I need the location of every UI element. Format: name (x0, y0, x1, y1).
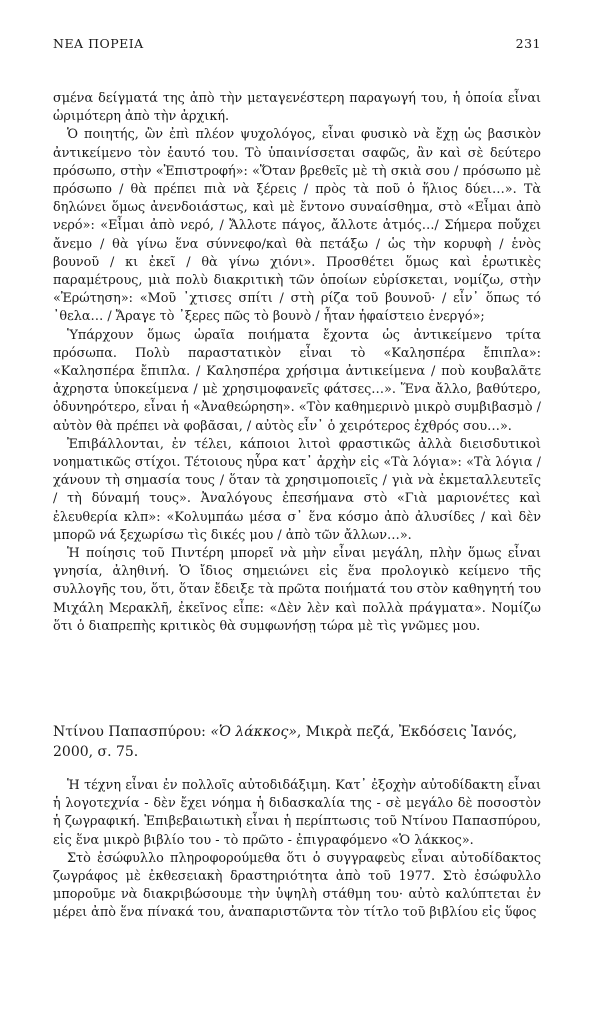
paragraph: Ὁ ποιητής, ὢν ἐπὶ πλέον ψυχολόγος, εἶναι φυσικὸ νὰ ἔχῃ ὡς βασικὸν ἀντικείμενο τὸν ἑαυτό του. Τὸ ὑπαινίσσεται σαφῶς, ἂν καὶ σὲ δεύτερο πρόσωπο, στὴν «Ἐπιστροφή»: «Ὅταν βρεθεῖς μὲ τὴ σκιὰ σου / πρόσωπο μὲ πρόσωπο / θὰ πρέπει πιὰ νὰ ξέρεις / πρὸς τὰ ποῦ ὁ ἥλιος δύει…». Τὰ δηλώνει ὅμως ἀνενδοιάστως, καὶ μὲ ἔντονο συναίσθημα, στὸ «Εἶμαι ἀπὸ νερό»: «Εἶμαι ἀπὸ νερό, / Ἄλλοτε πάγος, ἄλλοτε ἀτμός…/ Σήμερα ποὔχει ἄνεμο / θὰ γίνω ἕνα σύννεφο/καὶ θὰ πετάξω / ὡς τὴν κορυφὴ / ἑνὸς βουνοῦ / κι ἐκεῖ / θὰ γίνω χιόνι». Προσθέτει ὅμως καὶ ἐρωτικὲς παραμέτρους, μιὰ πολὺ διακριτικὴ τῶν ὁποίων εὑρίσκεται, νομίζω, στὴν «Ἐρώτηση»: «Μοῦ ᾽χτισες σπίτι / στὴ ρίζα τοῦ βουνοῦ· / εἶν᾽ ὅπως τό ᾽θελα… / Ἄραγε τὸ ᾽ξερες πῶς τὸ βουνὸ / ἦταν ἡφαίστειο ἐνεργό»; (53, 127, 541, 325)
paragraph: Ἡ ποίησις τοῦ Πιντέρη μπορεῖ νὰ μὴν εἶναι μεγάλη, πλὴν ὅμως εἶναι γνησία, ἀληθινή. Ὁ ἴδιος σημειώνει εἰς ἕνα προλογικὸ κείμενο τῆς συλλογῆς του, ὅτι, ὅταν ἔδειξε τὰ πρῶτα ποιήματά του στὸν καθηγητή του Μιχάλη Μερακλῆ, ἐκεῖνος εἶπε: «Δὲν λὲν καὶ πολλὰ πράγματα». Νομίζω ὅτι ὁ διαπρεπὴς κριτικὸς θὰ συμφωνήσῃ τώρα μὲ τὶς γνῶμες μου. (53, 546, 541, 634)
paragraph: σμένα δείγματά της ἀπὸ τὴν μεταγενέστερη παραγωγή του, ἡ ὁποία εἶναι ὡριμότερη ἀπὸ τὴν ἀρχική. (53, 91, 541, 125)
paragraph: Ἡ τέχνη εἶναι ἐν πολλοῖς αὐτοδιδάξιμη. Κατ᾽ ἐξοχὴν αὐτοδίδακτη εἶναι ἡ λογοτεχνία - δὲν ἔχει νόημα ἡ διδασκαλία της - σὲ μεγάλο δὲ ποσοστὸν ἡ ζωγραφική. Ἐπιβεβαιωτικὴ εἶναι ἡ περίπτωσις τοῦ Ντίνου Παπασπύρου, εἰς ἕνα μικρὸ βιβλίο του - τὸ πρῶτο - ἐπιγραφόμενο «Ὁ λάκκος». (53, 778, 541, 848)
paragraph: Ὑπάρχουν ὅμως ὡραῖα ποιήματα ἔχοντα ὡς ἀντικείμενο τρίτα πρόσωπα. Πολὺ παραστατικὸν εἶναι τὸ «Καλησπέρα ἔπιπλα»: «Καλησπέρα ἔπιπλα. / Καλησπέρα χρήσιμα ἀντικείμενα / ποὺ κουβαλᾶτε ἀχρηστα ὑποκείμενα / μὲ χρησιμοφανεῖς φάτσες…». Ἕνα ἄλλο, βαθύτερο, ὀδυνηρότερο, εἶναι ἡ «Ἀναθεώρηση». «Τὸν καθημερινὸ μικρὸ συμβιβασμὸ / αὐτὸν θὰ πρέπει νὰ φοβᾶσαι, / αὐτὸς εἶν᾽ ὁ χειρότερος ἐχθρός σου…». (53, 327, 541, 434)
review-book-title: «Ὁ λάκκος» (210, 724, 297, 740)
review-body (53, 777, 541, 923)
paragraph: Ἐπιβάλλονται, ἐν τέλει, κάποιοι λιτοὶ φραστικῶς ἀλλὰ διεισδυτικοὶ νοηματικῶς στίχοι. Τέτοιους ηὗρα κατ᾽ ἀρχὴν εἰς «Τὰ λόγια»: «Τὰ λόγια / χάνουν τὴ σημασία τους / ὅταν τὰ χρησιμοποιεῖς / γιὰ νὰ ἐκμεταλλευτεῖς / τὴ δύναμή τους». Ἀναλόγους ἐπεσήμανα στὸ «Γιὰ μαριονέτες καὶ ἐλευθερία κλπ»: «Κολυμπάω μέσα σ᾽ ἕνα κόσμο ἀπὸ ἀλυσίδες / καὶ δὲν μπορῶ νά ξεχωρίσω τὶς δικές μου / ἀπὸ τῶν ἄλλων…». (53, 436, 541, 543)
paragraph: Στὸ ἐσώφυλλο πληροφορούμεθα ὅτι ὁ συγγραφεὺς εἶναι αὐτοδίδακτος ζωγράφος μὲ ἐκθεσειακὴ δραστηριότητα ἀπὸ τοῦ 1977. Στὸ ἐσώφυλλο μποροῦμε νὰ διακριβώσουμε τὴν ὑψηλὴ στάθμη του· αὐτὸ καλύπτεται ἐν μέρει ἀπὸ ἕνα πίνακά του, ἀναπαριστῶντα τὸν τίτλο τοῦ βιβλίου εἰς ὕφος (53, 850, 541, 921)
article-body (53, 90, 541, 636)
page-number: 231 (515, 36, 541, 51)
review-publication-details: , Μικρὰ πεζά, Ἐκδόσεις Ἰανός, 2000, σ. 75. (53, 724, 518, 760)
journal-title: ΝΕΑ ΠΟΡΕΙΑ (53, 36, 144, 51)
review-author: Ντίνου Παπασπύρου: (53, 724, 206, 740)
review-heading (53, 722, 541, 762)
running-header (53, 36, 541, 51)
